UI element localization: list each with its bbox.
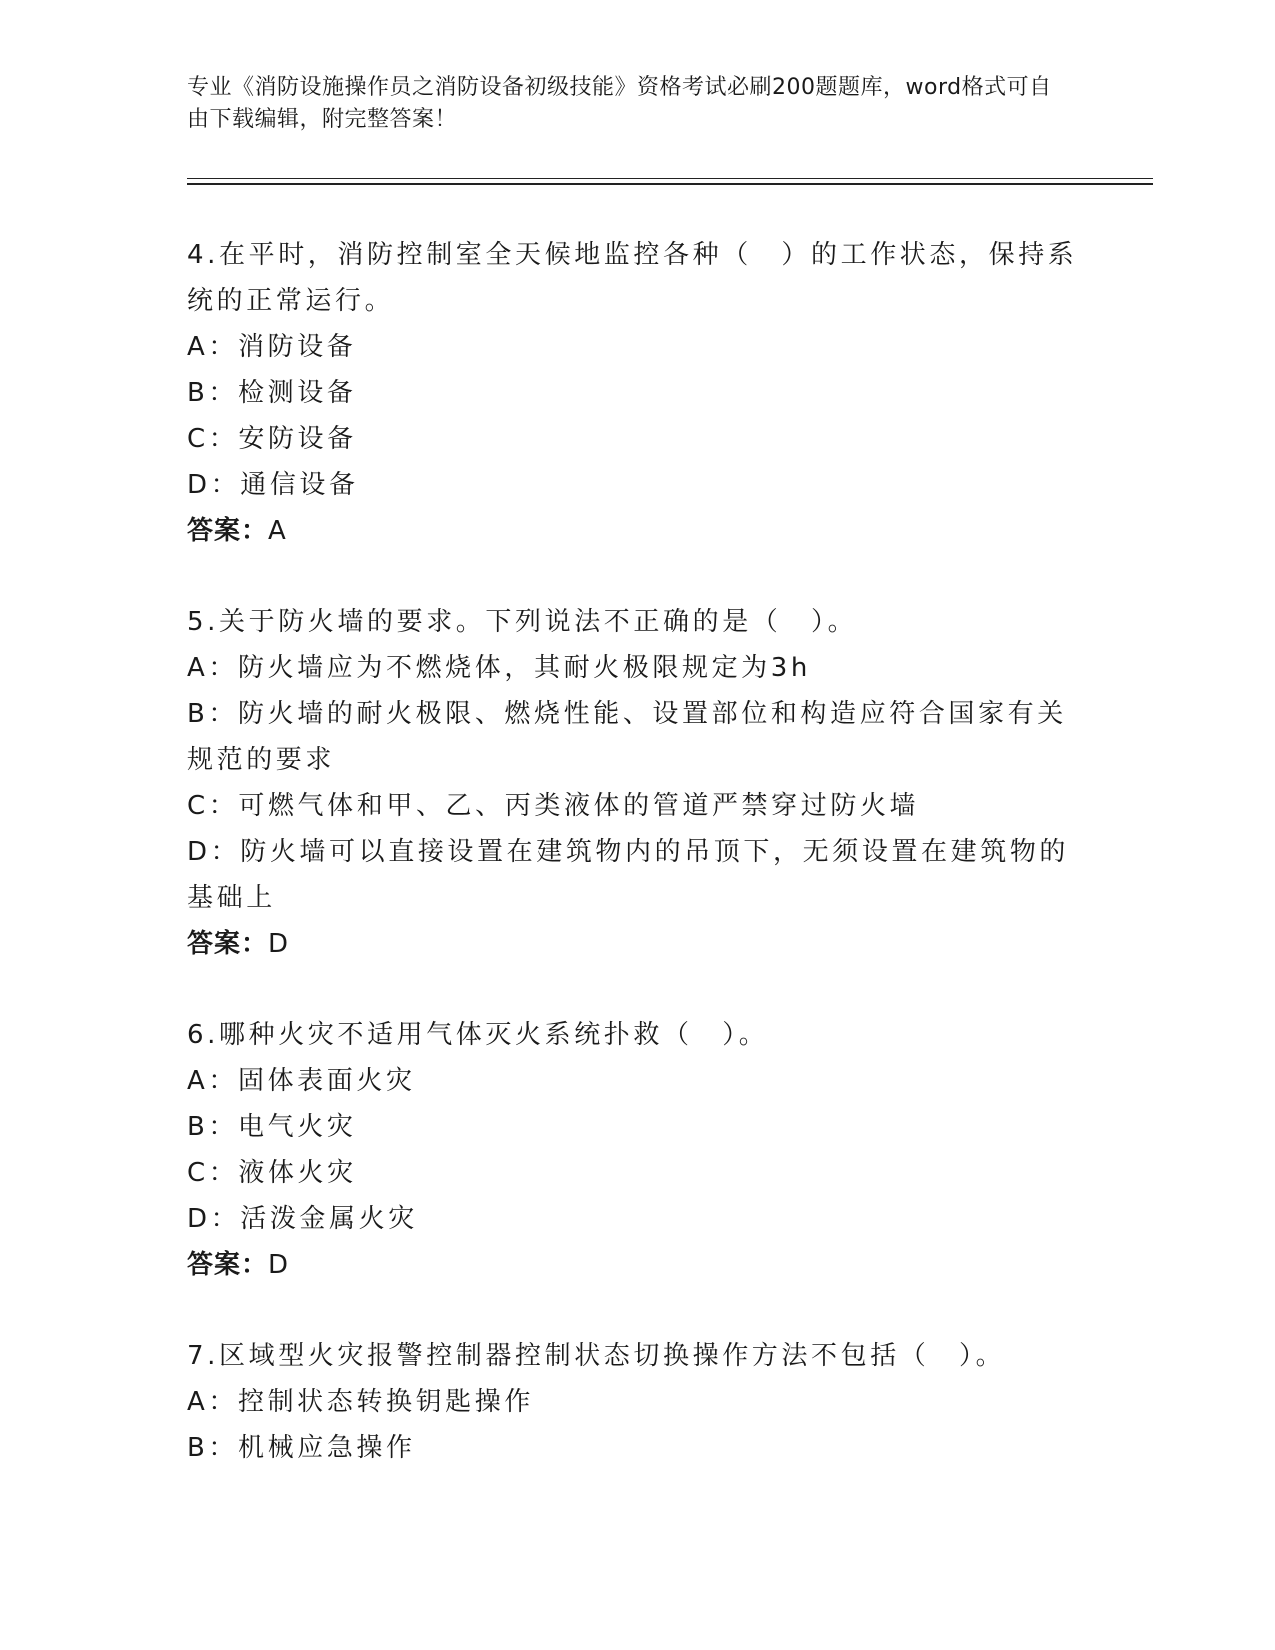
answer-line [187, 508, 1087, 554]
answer-line [187, 1242, 1087, 1288]
option-c: C：安防设备 [187, 424, 357, 454]
question-stem: 5.关于防火墙的要求。下列说法不正确的是（ ）。 [187, 607, 858, 637]
answer-label: 答案： [187, 929, 269, 959]
option-a: A：防火墙应为不燃烧体，其耐火极限规定为3h [187, 653, 812, 683]
question-item [187, 232, 1087, 554]
option-d: D：防火墙可以直接设置在建筑物内的吊顶下，无须设置在建筑物的基础上 [187, 837, 1070, 913]
question-item [187, 1012, 1087, 1288]
option-b: B：机械应急操作 [187, 1433, 416, 1463]
answer-value: D [268, 1250, 290, 1280]
option-b: B：检测设备 [187, 378, 357, 408]
question-list [187, 232, 1087, 1516]
option-c: C：可燃气体和甲、乙、丙类液体的管道严禁穿过防火墙 [187, 791, 920, 821]
option-b: B：防火墙的耐火极限、燃烧性能、设置部位和构造应符合国家有关规范的要求 [187, 699, 1067, 775]
option-a: A：消防设备 [187, 332, 357, 362]
option-d: D：活泼金属火灾 [187, 1204, 418, 1234]
header-divider-thick [187, 183, 1153, 185]
question-item [187, 599, 1087, 967]
answer-label: 答案： [187, 1250, 269, 1280]
option-a: A：控制状态转换钥匙操作 [187, 1387, 534, 1417]
question-stem: 7.区域型火灾报警控制器控制状态切换操作方法不包括（ ）。 [187, 1341, 1006, 1371]
option-b: B：电气火灾 [187, 1112, 357, 1142]
header-divider-thin [187, 178, 1153, 179]
question-stem: 6.哪种火灾不适用气体灭火系统扑救（ ）。 [187, 1020, 769, 1050]
question-stem: 4.在平时，消防控制室全天候地监控各种（ ）的工作状态，保持系统的正常运行。 [187, 240, 1078, 316]
option-d: D：通信设备 [187, 470, 359, 500]
option-c: C：液体火灾 [187, 1158, 357, 1188]
answer-value: A [268, 516, 287, 546]
answer-value: D [268, 929, 290, 959]
option-a: A：固体表面火灾 [187, 1066, 416, 1096]
document-header: 专业《消防设施操作员之消防设备初级技能》资格考试必刷200题题库，word格式可自由下载编辑，附完整答案！ [187, 75, 1052, 132]
question-item [187, 1333, 1087, 1471]
answer-line [187, 921, 1087, 967]
answer-label: 答案： [187, 516, 269, 546]
